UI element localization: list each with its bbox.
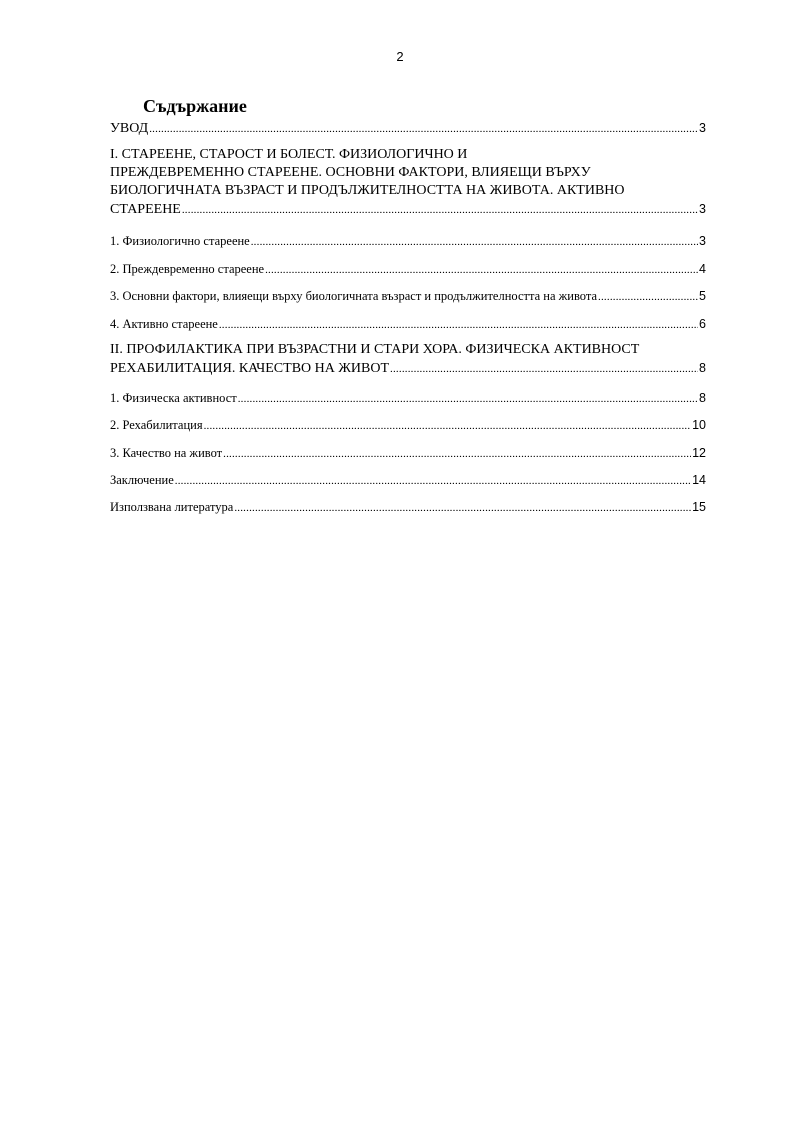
toc-entry[interactable] xyxy=(110,390,706,407)
toc-page-number: 15 xyxy=(692,500,706,514)
toc-page-number: 12 xyxy=(692,446,706,460)
dot-leader xyxy=(149,120,698,138)
toc-entry[interactable] xyxy=(110,316,706,333)
dot-leader xyxy=(265,261,698,278)
dot-leader xyxy=(598,288,698,305)
toc-page-number: 10 xyxy=(692,418,706,432)
toc-page-number: 3 xyxy=(699,121,706,135)
toc-entry-text-line: ПРЕЖДЕВРЕМЕННО СТАРЕЕНЕ. ОСНОВНИ ФАКТОРИ, ВЛИЯЕЩИ ВЪРХУ xyxy=(110,165,591,180)
page-number: 2 xyxy=(396,49,404,64)
toc-page-number: 3 xyxy=(699,234,706,248)
toc-entry[interactable] xyxy=(110,261,706,278)
toc-entry-text: РЕХАБИЛИТАЦИЯ. КАЧЕСТВО НА ЖИВОТ xyxy=(110,361,390,376)
toc-page-number: 3 xyxy=(699,202,706,216)
toc-entry-row xyxy=(110,417,706,434)
dot-leader xyxy=(390,360,698,378)
toc-entry-row xyxy=(110,119,706,138)
dot-leader xyxy=(251,233,698,250)
dot-leader xyxy=(234,499,691,516)
toc-entry-text: СТАРЕЕНЕ xyxy=(110,202,181,217)
toc-page-number: 8 xyxy=(699,361,706,375)
toc-entry[interactable] xyxy=(110,233,706,250)
toc-entry-text: 3. Качество на живот xyxy=(110,446,223,460)
toc-page-number: 5 xyxy=(699,289,706,303)
dot-leader xyxy=(182,201,698,219)
toc-page-number: 4 xyxy=(699,262,706,276)
toc-entry-text-line: I. СТАРЕЕНЕ, СТАРОСТ И БОЛЕСТ. ФИЗИОЛОГИЧНО И xyxy=(110,147,468,162)
toc-entry-row xyxy=(110,316,706,333)
toc-entry[interactable] xyxy=(110,119,706,138)
toc-entry-text: 3. Основни фактори, влияещи върху биологичната възраст и продължителността на живота xyxy=(110,289,598,303)
toc-page-number: 6 xyxy=(699,317,706,331)
toc-entry-row xyxy=(110,200,706,219)
toc-entry[interactable] xyxy=(110,288,706,305)
toc-title: Съдържание xyxy=(143,96,247,116)
dot-leader xyxy=(238,390,698,407)
dot-leader xyxy=(204,417,692,434)
toc-entry-text: Използвана литература xyxy=(110,500,234,514)
toc-entry-text-line: II. ПРОФИЛАКТИКА ПРИ ВЪЗРАСТНИ И СТАРИ ХОРА. ФИЗИЧЕСКА АКТИВНОСТ xyxy=(110,342,640,357)
toc-entry-row xyxy=(110,261,706,278)
toc-entry[interactable] xyxy=(110,146,706,219)
toc-entry-text: УВОД xyxy=(110,121,149,136)
toc-entry-row xyxy=(110,445,706,462)
toc-entry[interactable] xyxy=(110,417,706,434)
toc-entry[interactable] xyxy=(110,445,706,462)
toc-entry[interactable] xyxy=(110,499,706,516)
toc-page-number: 14 xyxy=(692,473,706,487)
toc-entry-text: 2. Рехабилитация xyxy=(110,418,203,432)
toc-page-number: 8 xyxy=(699,391,706,405)
toc-entry-text: 1. Физиологично стареене xyxy=(110,234,250,248)
toc-entry-text: 2. Преждевременно стареене xyxy=(110,262,265,276)
toc-entry[interactable] xyxy=(110,472,706,489)
dot-leader xyxy=(223,445,691,462)
toc-entry-row xyxy=(110,359,706,378)
dot-leader xyxy=(175,472,691,489)
toc-entry-row xyxy=(110,233,706,250)
toc-entry-row xyxy=(110,390,706,407)
toc-entry-text: 4. Активно стареене xyxy=(110,317,218,331)
toc-entry[interactable] xyxy=(110,341,706,378)
toc-entry-row xyxy=(110,288,706,305)
toc-entry-row xyxy=(110,499,706,516)
toc-entry-row xyxy=(110,472,706,489)
toc-entry-text: 1. Физическа активност xyxy=(110,391,237,405)
toc-entry-text: Заключение xyxy=(110,473,174,487)
toc-entry-text-line: БИОЛОГИЧНАТА ВЪЗРАСТ И ПРОДЪЛЖИТЕЛНОСТТА НА ЖИВОТА. АКТИВНО xyxy=(110,183,625,198)
dot-leader xyxy=(219,316,698,333)
